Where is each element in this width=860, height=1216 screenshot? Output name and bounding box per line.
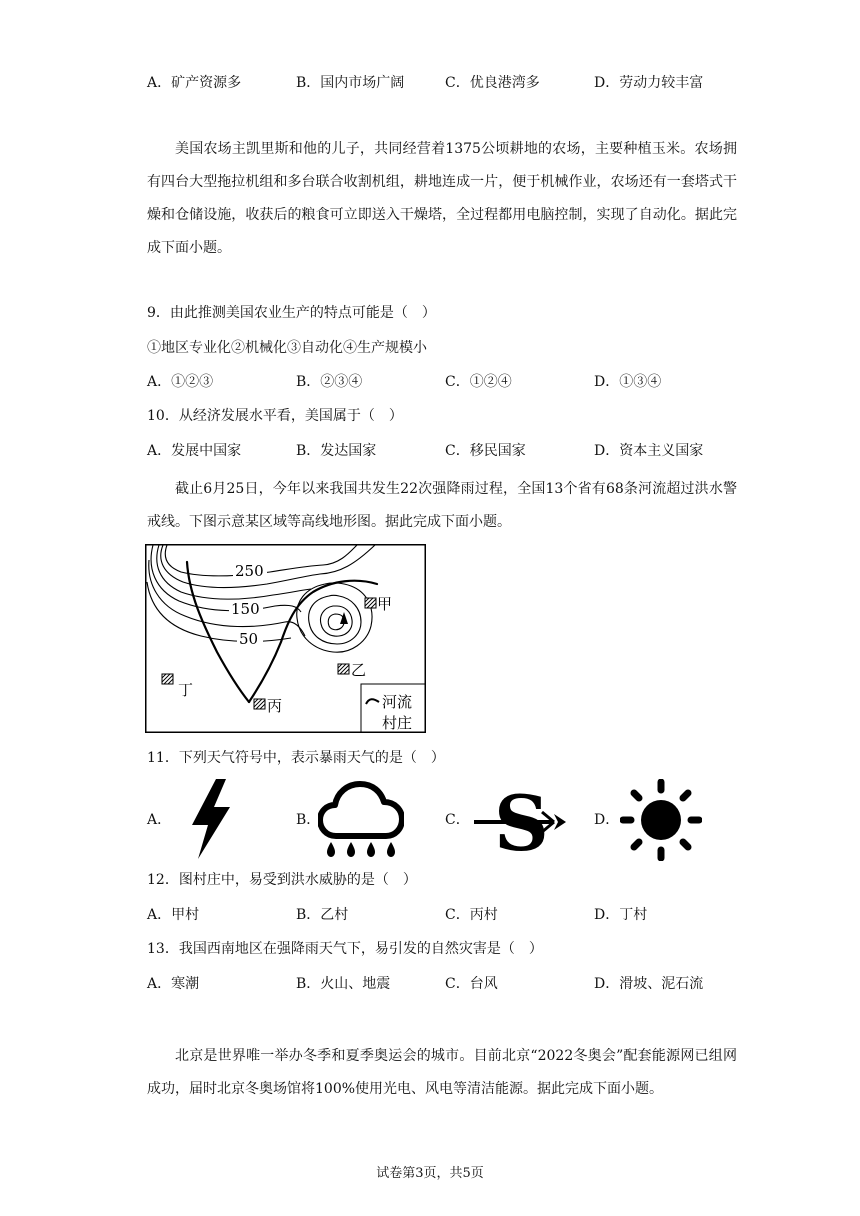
q13-option-b: B．火山、地震 — [296, 976, 391, 992]
rain-cloud-icon — [318, 780, 404, 860]
village-bing-label: 丙 — [267, 697, 283, 715]
q9-option-a: A．①②③ — [147, 374, 214, 390]
q8-option-d: D．劳动力较丰富 — [594, 75, 704, 91]
q12-option-a: A．甲村 — [147, 907, 200, 923]
q13-option-a: A．寒潮 — [147, 976, 200, 992]
q12-option-b: B．乙村 — [296, 907, 349, 923]
contour-label-250: 250 — [235, 562, 264, 580]
village-yi-label: 乙 — [351, 661, 367, 679]
contour-label-50: 50 — [239, 630, 259, 648]
q9-statements: ①地区专业化②机械化③自动化④生产规模小 — [147, 340, 427, 356]
q13-option-d: D．滑坡、泥石流 — [594, 976, 704, 992]
q10-stem: 10．从经济发展水平看，美国属于（ ） — [147, 408, 403, 424]
q11-option-d: D． — [594, 812, 620, 828]
passage-olympics: 北京是世界唯一举办冬季和夏季奥运会的城市。目前北京“2022冬奥会”配套能源网已组网成功，届时北京冬奥场馆将100%使用光电、风电等清洁能源。据此完成下面小题。 — [147, 1048, 737, 1097]
q12-option-c: C．丙村 — [445, 907, 498, 923]
contour-label-150: 150 — [231, 600, 260, 618]
q10-option-b: B．发达国家 — [296, 443, 377, 459]
q11-option-c: C． — [445, 812, 470, 828]
legend-village-label: 村庄 — [382, 714, 413, 732]
lightning-icon — [190, 779, 232, 859]
q11-option-b: B． — [296, 812, 321, 828]
q8-option-a: A．矿产资源多 — [147, 75, 242, 91]
sun-icon — [620, 779, 702, 861]
q13-stem: 13．我国西南地区在强降雨天气下，易引发的自然灾害是（ ） — [147, 941, 543, 957]
q10-option-a: A．发展中国家 — [147, 443, 242, 459]
q9-option-d: D．①③④ — [594, 374, 662, 390]
q13-option-c: C．台风 — [445, 976, 498, 992]
q12-option-d: D．丁村 — [594, 907, 648, 923]
q8-option-c: C．优良港湾多 — [445, 75, 540, 91]
q9-option-c: C．①②④ — [445, 374, 512, 390]
passage-rain: 截止6月25日，今年以来我国共发生22次强降雨过程，全国13个省有68条河流超过洪水警戒线。下图示意某区域等高线地形图。据此完成下面小题。 — [147, 481, 737, 530]
q11-option-a: A． — [147, 812, 172, 828]
q10-option-d: D．资本主义国家 — [594, 443, 704, 459]
passage-farm: 美国农场主凯里斯和他的儿子，共同经营着1375公顷耕地的农场，主要种植玉米。农场拥有四台大型拖拉机组和多台联合收割机组，耕地连成一片，便于机械作业，农场还有一套塔式干燥和仓储设施，收获后的粮食可立即送入干燥塔，全过程都用电脑控制，实现了自动化。据此完成下面小题。 — [147, 141, 737, 256]
q9-stem: 9．由此推测美国农业生产的特点可能是（ ） — [147, 305, 436, 321]
contour-map — [145, 544, 426, 733]
legend-river-label: 河流 — [382, 693, 413, 711]
q9-option-b: B．②③④ — [296, 374, 363, 390]
q12-stem: 12．图村庄中，易受到洪水威胁的是（ ） — [147, 872, 417, 888]
village-jia-label: 甲 — [377, 595, 393, 613]
village-ding-label: 丁 — [178, 681, 194, 699]
page-footer: 试卷第3页，共5页 — [376, 1166, 484, 1181]
q8-option-b: B．国内市场广阔 — [296, 75, 405, 91]
svg-text:S: S — [494, 784, 549, 856]
q11-stem: 11．下列天气符号中，表示暴雨天气的是（ ） — [147, 750, 445, 766]
wind-s-icon — [474, 784, 566, 856]
q10-option-c: C．移民国家 — [445, 443, 526, 459]
